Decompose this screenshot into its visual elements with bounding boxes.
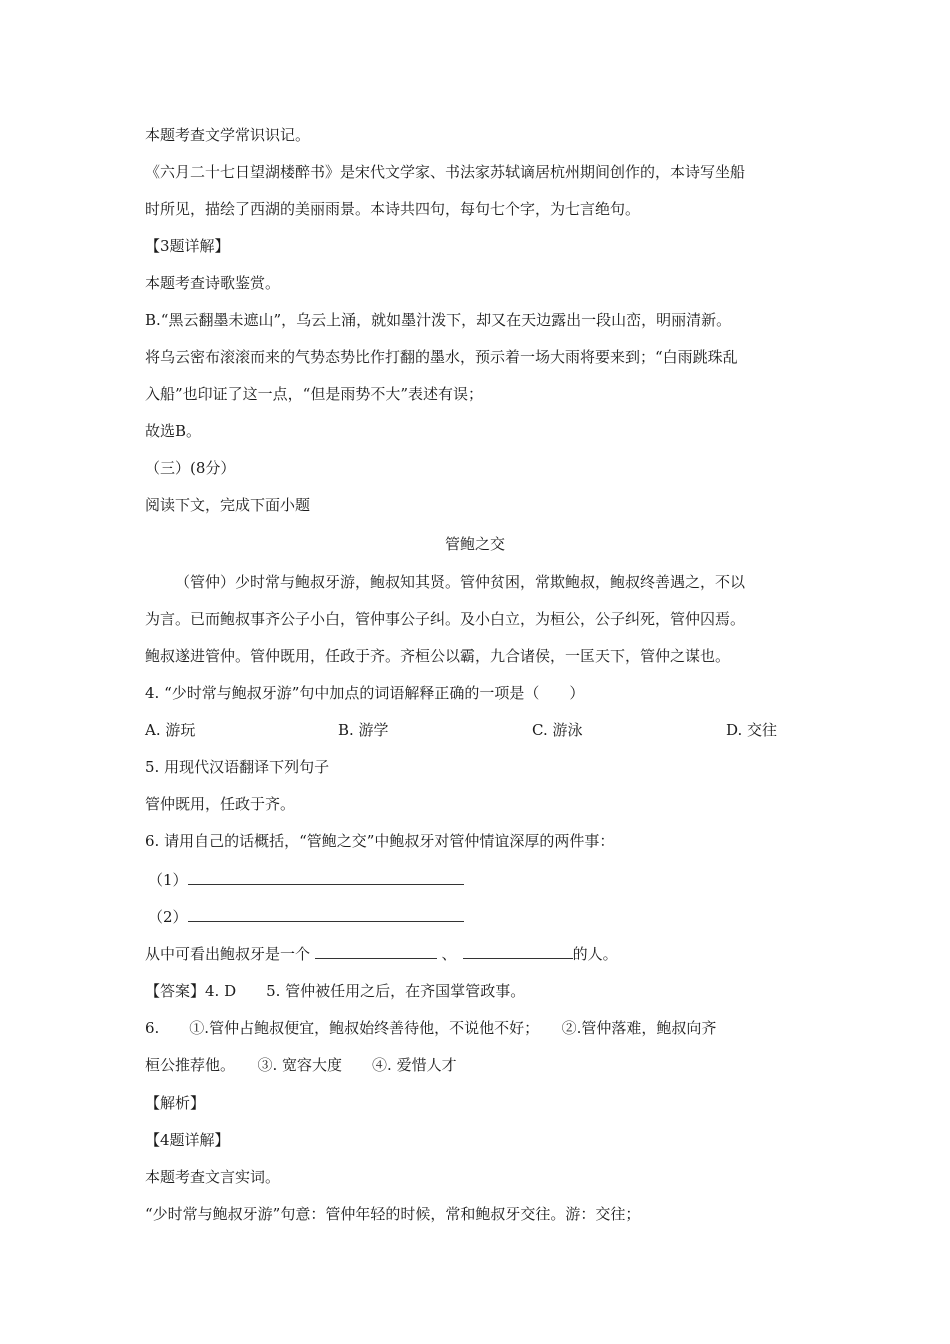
text-line: 阅读下文，完成下面小题	[145, 496, 311, 514]
question-5: 5. 用现代汉语翻译下列句子	[145, 758, 330, 776]
option-b: B. 游学	[338, 721, 389, 739]
blank-label: （1）	[148, 871, 188, 889]
blank-line	[188, 906, 464, 922]
text-line: 本题考查文学常识识记。	[145, 126, 311, 144]
section-heading: 【3题详解】	[145, 237, 230, 255]
text-line: B.“黑云翻墨未遮山”，乌云上涌，就如墨汁泼下，却又在天边露出一段山峦，明丽清新。	[145, 311, 732, 329]
passage-title: 管鲍之交	[444, 535, 505, 553]
text-line: 入船”也印证了这一点，“但是雨势不大”表述有误；	[145, 385, 484, 403]
answer-blank-1	[148, 869, 464, 890]
section-heading: 【4题详解】	[145, 1131, 230, 1149]
answer-line: 【答案】4. D 5. 管仲被任用之后，在齐国掌管政事。	[145, 982, 526, 1000]
option-c: C. 游泳	[532, 721, 583, 739]
text-line: 本题考查文言实词。	[145, 1168, 281, 1186]
blank-label: （2）	[148, 908, 188, 926]
passage-line: （管仲）少时常与鲍叔牙游，鲍叔知其贤。管仲贫困，常欺鲍叔，鲍叔终善遇之，不以	[175, 573, 746, 591]
answer-blank-2	[148, 906, 464, 927]
text-line: 本题考查诗歌鉴赏。	[145, 274, 281, 292]
section-heading: （三）(8分）	[145, 459, 236, 477]
blank-line	[463, 943, 573, 959]
answer-blank-3	[145, 943, 618, 964]
passage-line: 为言。已而鲍叔事齐公子小白，管仲事公子纠。及小白立，为桓公，公子纠死，管仲囚焉。	[145, 610, 746, 628]
blank-line	[315, 943, 437, 959]
question-4: 4. “少时常与鲍叔牙游”句中加点的词语解释正确的一项是（ ）	[145, 684, 585, 702]
question-6: 6. 请用自己的话概括，“管鲍之交”中鲍叔牙对管仲情谊深厚的两件事：	[145, 832, 615, 850]
option-d: D. 交往	[726, 721, 778, 739]
blank-line	[188, 869, 464, 885]
blank-text: 从中可看出鲍叔牙是一个	[145, 945, 315, 963]
answer-line: 桓公推荐他。 ③. 宽容大度 ④. 爱惜人才	[145, 1056, 457, 1074]
section-heading: 【解析】	[145, 1094, 206, 1112]
question-5-sentence: 管仲既用，任政于齐。	[145, 795, 296, 813]
option-a: A. 游玩	[145, 721, 196, 739]
text-line: 将乌云密布滚滚而来的气势态势比作打翻的墨水，预示着一场大雨将要来到；“白雨跳珠乱	[145, 348, 738, 366]
text-line: 《六月二十七日望湖楼醉书》是宋代文学家、书法家苏轼谪居杭州期间创作的，本诗写坐船	[145, 163, 746, 181]
answer-line: 6. ①.管仲占鲍叔便宜，鲍叔始终善待他，不说他不好； ②.管仲落难，鲍叔向齐	[145, 1019, 717, 1037]
blank-text: 、	[436, 945, 457, 963]
passage-line: 鲍叔遂进管仲。管仲既用，任政于齐。齐桓公以霸，九合诸侯，一匡天下，管仲之谋也。	[145, 647, 731, 665]
text-line: 时所见，描绘了西湖的美丽雨景。本诗共四句，每句七个字，为七言绝句。	[145, 200, 641, 218]
blank-text: 的人。	[572, 945, 618, 963]
text-line: 故选B。	[145, 422, 202, 440]
text-line: “少时常与鲍叔牙游”句意：管仲年轻的时候，常和鲍叔牙交往。游：交往；	[145, 1205, 641, 1223]
